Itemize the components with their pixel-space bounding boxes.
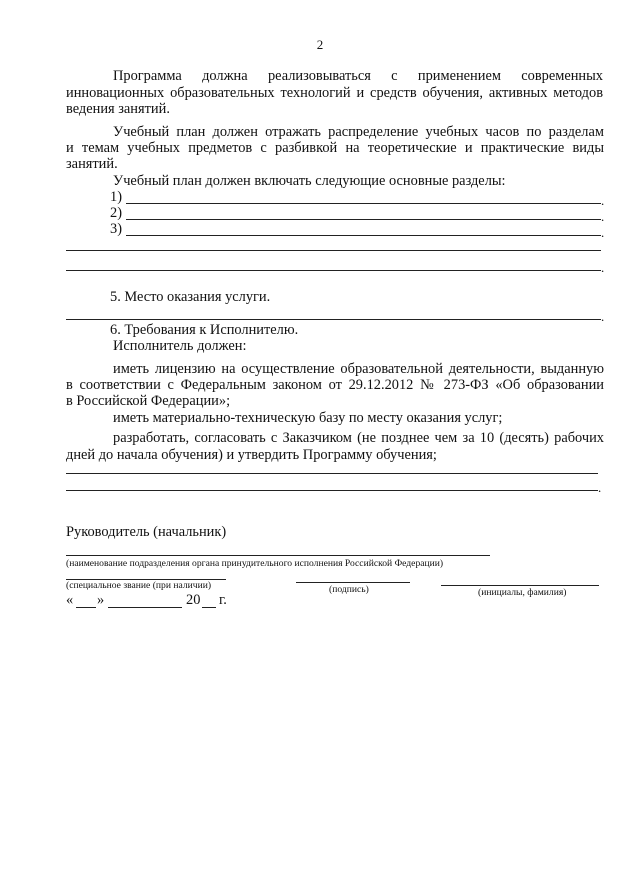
list-item-3-blank xyxy=(126,235,601,236)
section6-program-line2: дней до начала обучения) и утвердить Программу обучения; xyxy=(66,447,437,463)
date-year-blank xyxy=(202,607,216,608)
section6-blank-2-dot: . xyxy=(598,480,602,495)
section6-license-line2: в соответствии с Федеральным законом от 29.12.2012 № 273-ФЗ «Об образовании xyxy=(66,377,604,393)
section5-title: 5. Место оказания услуги. xyxy=(110,289,271,305)
section6-program-line1: разработать, согласовать с Заказчиком (не позднее чем за 10 (десять) рабочих xyxy=(113,430,604,446)
section6-base: иметь материально-техническую базу по месту оказания услуг; xyxy=(113,410,503,426)
blank-line-2-dot: . xyxy=(601,260,605,275)
para2-line1: Учебный план должен отражать распределение учебных часов по разделам xyxy=(113,124,604,140)
para1-line1: Программа должна реализовываться с применением современных xyxy=(113,68,603,84)
date-year-suffix: г. xyxy=(219,592,227,608)
name-line xyxy=(441,585,599,586)
signature-caption: (подпись) xyxy=(329,584,369,595)
list-item-2-label: 2) xyxy=(110,205,122,221)
date-close-quote: » xyxy=(97,592,105,608)
para1-line2: инновационных образовательных технологий и средств обучения, активных методов xyxy=(66,85,603,101)
page-number: 2 xyxy=(316,37,324,52)
head-label: Руководитель (начальник) xyxy=(66,524,227,540)
section6-title: 6. Требования к Исполнителю. xyxy=(110,322,299,338)
list-item-1-label: 1) xyxy=(110,189,122,205)
list-item-1-dot: . xyxy=(601,193,605,208)
date-open-quote: « xyxy=(66,592,74,608)
para1-line3: ведения занятий. xyxy=(66,101,170,117)
signature-line xyxy=(296,582,410,583)
list-item-2-dot: . xyxy=(601,209,605,224)
section6-intro: Исполнитель должен: xyxy=(113,338,247,354)
date-day-blank xyxy=(76,607,96,608)
blank-line-2 xyxy=(66,270,601,271)
section5-blank xyxy=(66,319,601,320)
list-item-2-blank xyxy=(126,219,601,220)
section6-blank-2 xyxy=(66,490,598,491)
para2-line2: и темам учебных предметов с разбивкой на теоретические и практические виды xyxy=(66,140,604,156)
section6-blank-1 xyxy=(66,473,598,474)
section6-license-line3: в Российской Федерации»; xyxy=(66,393,231,409)
list-item-3-dot: . xyxy=(601,225,605,240)
section6-license-line1: иметь лицензию на осуществление образовательной деятельности, выданную xyxy=(113,361,604,377)
para3-line1: Учебный план должен включать следующие основные разделы: xyxy=(113,173,506,189)
rank-caption: (специальное звание (при наличии) xyxy=(66,580,212,591)
para2-line3: занятий. xyxy=(66,156,118,172)
unit-caption: (наименование подразделения органа принудительного исполнения Российской Федерации) xyxy=(66,558,444,569)
section5-blank-dot: . xyxy=(601,309,605,324)
unit-name-line xyxy=(66,555,490,556)
blank-line-1 xyxy=(66,250,601,251)
list-item-3-label: 3) xyxy=(110,221,122,237)
list-item-1-blank xyxy=(126,203,601,204)
date-year-prefix: 20 xyxy=(186,592,201,608)
date-month-blank xyxy=(108,607,182,608)
name-caption: (инициалы, фамилия) xyxy=(478,587,567,598)
